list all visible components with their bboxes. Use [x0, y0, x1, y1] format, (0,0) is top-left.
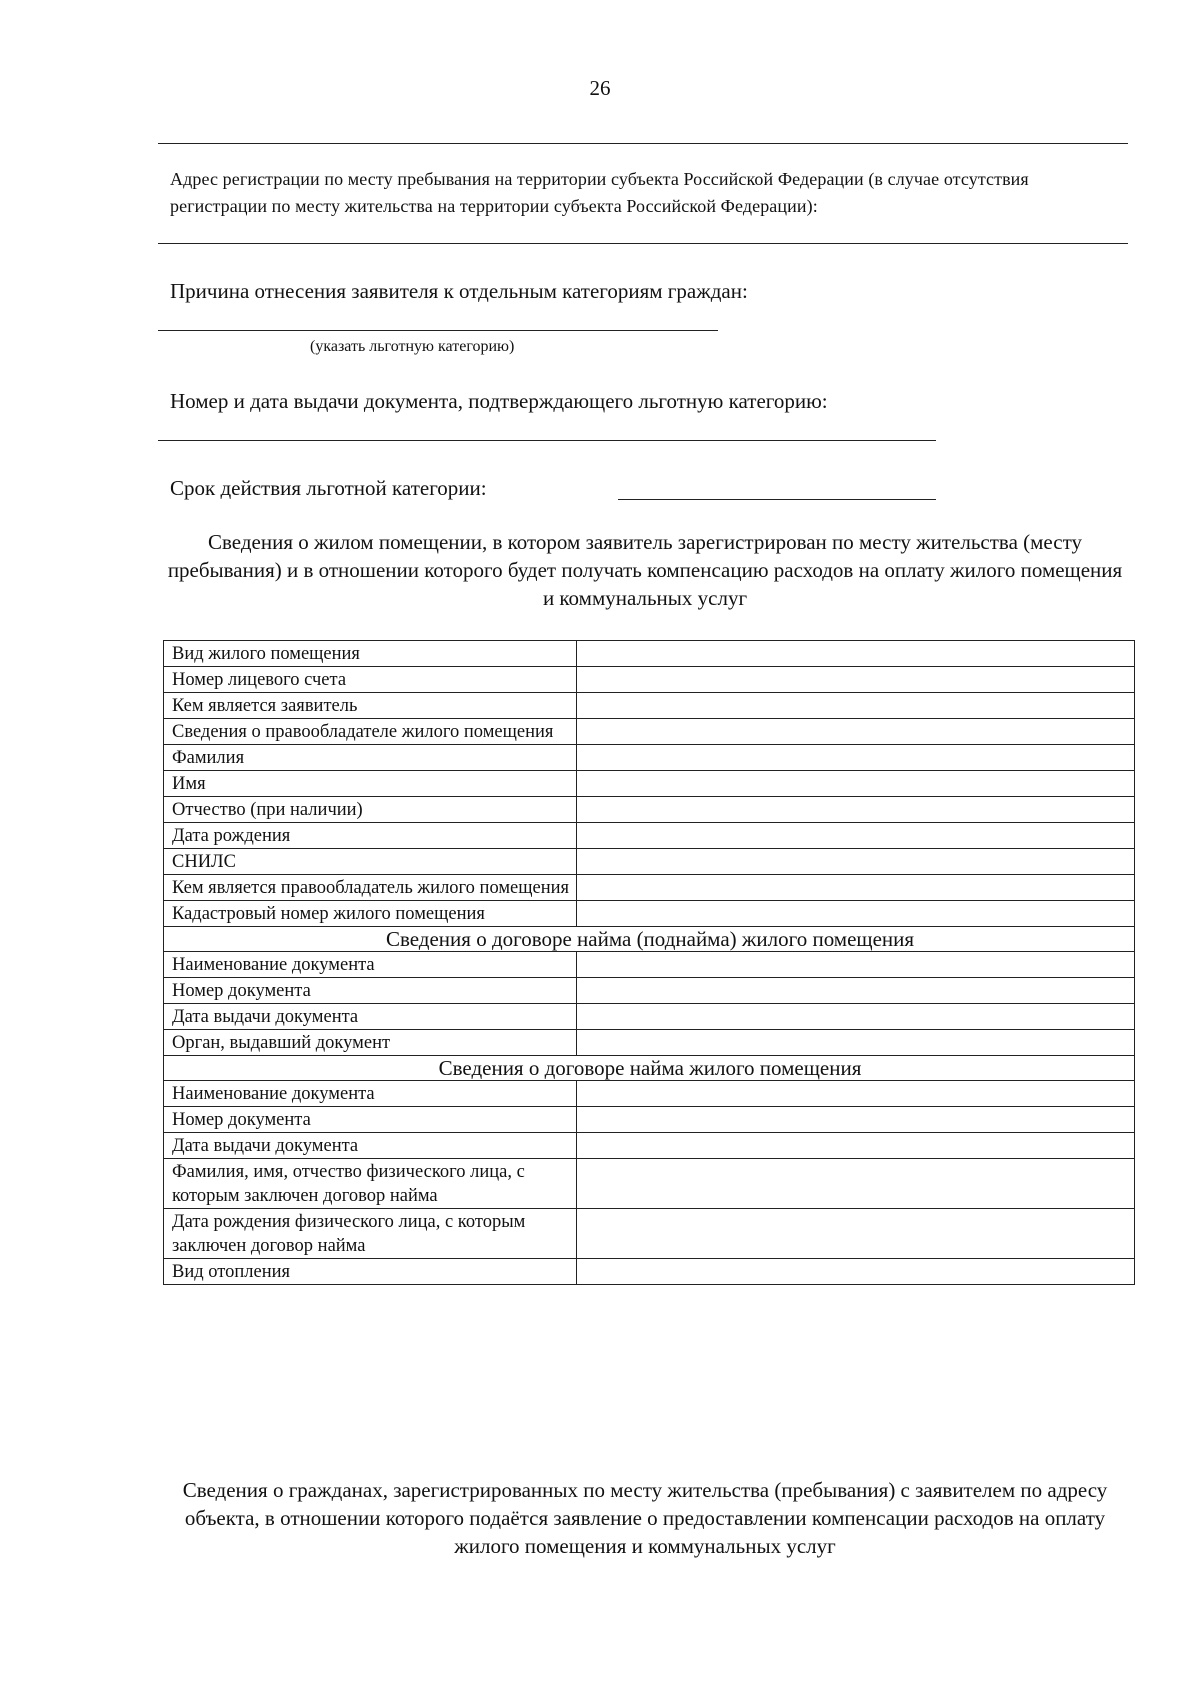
address-fill-line[interactable] — [158, 243, 1128, 244]
row-value-field[interactable] — [577, 1030, 1135, 1056]
table-section-row — [164, 927, 1135, 952]
table-row — [164, 1209, 1135, 1259]
table-row — [164, 1107, 1135, 1133]
row-label: Дата выдачи документа — [164, 1004, 577, 1030]
table-row — [164, 693, 1135, 719]
row-value-field[interactable] — [577, 978, 1135, 1004]
row-value-field[interactable] — [577, 1107, 1135, 1133]
row-value-field[interactable] — [577, 1159, 1135, 1209]
row-label: Дата рождения — [164, 823, 577, 849]
housing-heading: Сведения о жилом помещении, в котором заявитель зарегистрирован по месту жительства (месту пребывания) и в отношении которого будет получать компенсацию расходов на оплату жилого помещения и коммунальных услуг — [167, 530, 1123, 610]
row-label: Фамилия — [164, 745, 577, 771]
row-value-field[interactable] — [577, 1004, 1135, 1030]
reason-hint: (указать льготную категорию) — [310, 338, 515, 355]
table-row — [164, 849, 1135, 875]
row-label: Вид отопления — [164, 1259, 577, 1285]
row-label: Кем является правообладатель жилого помещения — [164, 875, 577, 901]
row-value-field[interactable] — [577, 1209, 1135, 1259]
row-value-field[interactable] — [577, 1081, 1135, 1107]
table-row — [164, 1259, 1135, 1285]
address-label: Адрес регистрации по месту пребывания на территории субъекта Российской Федерации (в случае отсутствия регистрации по месту жительства на территории субъекта Российской Федерации): — [170, 169, 1029, 216]
document-fill-line[interactable] — [158, 440, 936, 441]
table-row — [164, 901, 1135, 927]
document-label: Номер и дата выдачи документа, подтверждающего льготную категорию: — [170, 389, 828, 413]
table-row — [164, 1004, 1135, 1030]
table-row — [164, 875, 1135, 901]
row-label: Имя — [164, 771, 577, 797]
table-section-row — [164, 1056, 1135, 1081]
lease-section-heading: Сведения о договоре найма жилого помещения — [164, 1056, 1135, 1081]
row-label: Номер лицевого счета — [164, 667, 577, 693]
row-value-field[interactable] — [577, 667, 1135, 693]
row-value-field[interactable] — [577, 849, 1135, 875]
row-label: Орган, выдавший документ — [164, 1030, 577, 1056]
row-value-field[interactable] — [577, 745, 1135, 771]
row-value-field[interactable] — [577, 952, 1135, 978]
table-row — [164, 1133, 1135, 1159]
row-value-field[interactable] — [577, 1259, 1135, 1285]
row-label: Вид жилого помещения — [164, 641, 577, 667]
table-row — [164, 1030, 1135, 1056]
table-row — [164, 952, 1135, 978]
table-row — [164, 771, 1135, 797]
row-label: Номер документа — [164, 1107, 577, 1133]
page-number: 26 — [589, 76, 611, 100]
row-label: Отчество (при наличии) — [164, 797, 577, 823]
row-value-field[interactable] — [577, 901, 1135, 927]
table-row — [164, 797, 1135, 823]
table-row — [164, 1159, 1135, 1209]
citizens-heading: Сведения о гражданах, зарегистрированных по месту жительства (пребывания) с заявителем по адресу объекта, в отношении которого подаётся заявление о предоставлении компенсации расходов на оплату жилого помещения и коммунальных услуг — [182, 1478, 1108, 1558]
row-label: Сведения о правообладателе жилого помещения — [164, 719, 577, 745]
row-label: Кем является заявитель — [164, 693, 577, 719]
validity-label: Срок действия льготной категории: — [170, 476, 487, 500]
row-value-field[interactable] — [577, 771, 1135, 797]
row-value-field[interactable] — [577, 797, 1135, 823]
address-top-rule — [158, 143, 1128, 144]
row-value-field[interactable] — [577, 823, 1135, 849]
row-label: Дата выдачи документа — [164, 1133, 577, 1159]
reason-label: Причина отнесения заявителя к отдельным категориям граждан: — [170, 279, 748, 303]
row-label: Наименование документа — [164, 952, 577, 978]
table-row — [164, 745, 1135, 771]
row-value-field[interactable] — [577, 1133, 1135, 1159]
table-row — [164, 1081, 1135, 1107]
table-row — [164, 667, 1135, 693]
table-row — [164, 978, 1135, 1004]
table-row — [164, 641, 1135, 667]
row-label: Фамилия, имя, отчество физического лица, с которым заключен договор найма — [164, 1159, 577, 1209]
row-value-field[interactable] — [577, 875, 1135, 901]
row-label: СНИЛС — [164, 849, 577, 875]
row-value-field[interactable] — [577, 641, 1135, 667]
validity-fill-line[interactable] — [618, 499, 936, 500]
row-label: Наименование документа — [164, 1081, 577, 1107]
row-label: Кадастровый номер жилого помещения — [164, 901, 577, 927]
sublease-section-heading: Сведения о договоре найма (поднайма) жилого помещения — [164, 927, 1135, 952]
housing-info-table — [163, 640, 1135, 1285]
row-value-field[interactable] — [577, 693, 1135, 719]
table-row — [164, 719, 1135, 745]
row-value-field[interactable] — [577, 719, 1135, 745]
table-row — [164, 823, 1135, 849]
row-label: Дата рождения физического лица, с которым заключен договор найма — [164, 1209, 577, 1259]
reason-fill-line[interactable] — [158, 330, 718, 331]
row-label: Номер документа — [164, 978, 577, 1004]
